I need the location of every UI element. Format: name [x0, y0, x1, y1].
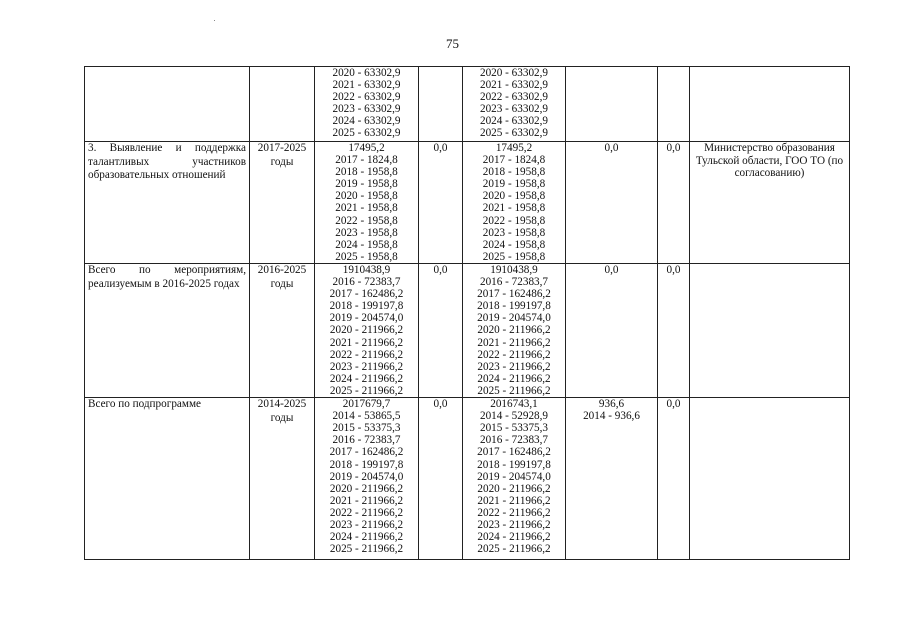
executor-text: Министерство образования Тульской области, ГОО ТО (по согласованию) — [695, 142, 844, 179]
federal-budget-cell — [419, 67, 463, 142]
amount-line: 2025 - 211966,2 — [329, 384, 404, 397]
amount-line: 2019 - 1958,8 — [335, 178, 398, 191]
amount-line: 2021 - 1958,8 — [335, 202, 398, 215]
amount-line: 2023 - 1958,8 — [335, 226, 398, 239]
amount-line: 2019 - 1958,8 — [482, 178, 546, 191]
local-budget-text: 0,0 — [604, 142, 619, 154]
amount-line: 2021 - 211966,2 — [477, 494, 551, 507]
amount-line: 2022 - 211966,2 — [477, 348, 551, 361]
amount-line: 2021 - 211966,2 — [329, 336, 404, 349]
extrabudget-cell — [658, 398, 690, 560]
activity-name-cell — [85, 142, 250, 264]
extrabudget-cell — [658, 142, 690, 264]
amount-line: 2016 - 72383,7 — [479, 276, 549, 289]
amount-line: 2016 - 72383,7 — [332, 434, 401, 447]
amount-line: 2023 - 211966,2 — [329, 360, 404, 373]
amount-line: 2016 - 72383,7 — [479, 434, 549, 447]
amount-line: 2023 - 1958,8 — [482, 226, 546, 239]
amount-line: 2017 - 1824,8 — [482, 154, 546, 167]
amount-line: 2025 - 63302,9 — [332, 127, 401, 140]
extrabudget-cell — [658, 264, 690, 398]
amount-line: 2021 - 1958,8 — [482, 202, 546, 215]
activity-name-text: Всего по подпрограмме — [88, 398, 202, 411]
amount-line: 2022 - 63302,9 — [332, 91, 401, 104]
period-cell — [250, 142, 315, 264]
amount-line: 2025 - 63302,9 — [479, 127, 549, 140]
amount-line: 2018 - 199197,8 — [477, 300, 551, 313]
amount-line: 2024 - 211966,2 — [477, 372, 551, 385]
amount-line: 2024 - 211966,2 — [329, 531, 404, 544]
activity-name-text: 3. Выявление и поддержка талантливых участников образовательных отношений — [88, 142, 246, 181]
amount-line: 2020 - 63302,9 — [332, 67, 401, 79]
amount-line: 2018 - 199197,8 — [329, 458, 404, 471]
amount-line: 2020 - 211966,2 — [477, 324, 551, 337]
amount-line: 2024 - 211966,2 — [477, 531, 551, 544]
amount-line: 2019 - 204574,0 — [477, 312, 551, 325]
amount-line: 2018 - 199197,8 — [477, 458, 551, 471]
amount-line: 1910438,9 — [490, 264, 538, 276]
amount-line: 2025 - 1958,8 — [482, 250, 546, 263]
amount-line: 2017 - 162486,2 — [329, 288, 404, 301]
activity-name-cell — [85, 67, 250, 142]
local-budget-text: 0,0 — [604, 264, 619, 276]
local-budget-cell — [566, 67, 658, 142]
amount-line: 2014 - 52928,9 — [479, 410, 549, 423]
federal-budget-text: 0,0 — [433, 264, 448, 276]
amount-line: 2023 - 211966,2 — [329, 518, 404, 531]
amount-line: 2023 - 63302,9 — [332, 103, 401, 116]
local-budget-cell — [566, 264, 658, 398]
extrabudget-text: 0,0 — [666, 142, 681, 154]
amount-line: 936,6 — [598, 398, 625, 411]
amount-line: 2022 - 1958,8 — [335, 214, 398, 227]
regional-budget-cell — [463, 142, 566, 264]
federal-budget-text: 0,0 — [433, 398, 448, 411]
amount-line: 2016 - 72383,7 — [332, 276, 401, 289]
amount-line: 2020 - 211966,2 — [329, 324, 404, 337]
page-number: 75 — [446, 36, 459, 51]
amount-line: 2020 - 1958,8 — [335, 190, 398, 203]
amount-line: 2023 - 211966,2 — [477, 518, 551, 531]
amount-line: 1910438,9 — [342, 264, 391, 276]
amount-line: 2025 - 211966,2 — [329, 543, 404, 556]
period-text: 2014-2025 годы — [257, 398, 307, 424]
local-budget-cell — [566, 398, 658, 560]
amount-line: 2021 - 63302,9 — [479, 79, 549, 92]
amount-line: 2021 - 63302,9 — [332, 79, 401, 92]
amount-line: 2024 - 1958,8 — [482, 238, 546, 251]
federal-budget-cell — [419, 142, 463, 264]
amount-line: 2018 - 199197,8 — [329, 300, 404, 313]
amount-line: 2018 - 1958,8 — [335, 166, 398, 179]
amount-line: 2017679,7 — [342, 398, 391, 411]
extrabudget-text: 0,0 — [666, 264, 681, 276]
amount-line: 2024 - 211966,2 — [329, 372, 404, 385]
amount-line: 2022 - 211966,2 — [329, 506, 404, 519]
amount-line: 2022 - 211966,2 — [477, 506, 551, 519]
extrabudget-text: 0,0 — [666, 398, 681, 411]
amount-line: 2017 - 162486,2 — [477, 288, 551, 301]
activity-name-text: Всего по мероприятиям, реализуемым в 2016-2025 годах — [88, 264, 246, 290]
table-row — [85, 264, 850, 398]
amount-line: 2015 - 53375,3 — [332, 422, 401, 435]
amount-line: 2020 - 211966,2 — [477, 482, 551, 495]
executor-cell — [690, 67, 850, 142]
amount-line: 2020 - 1958,8 — [482, 190, 546, 203]
amount-line: 2021 - 211966,2 — [329, 494, 404, 507]
amount-line: 2015 - 53375,3 — [479, 422, 549, 435]
executor-cell — [690, 142, 850, 264]
amount-line: 2022 - 1958,8 — [482, 214, 546, 227]
amount-line: 2025 - 211966,2 — [477, 384, 551, 397]
table-row — [85, 67, 850, 142]
regional-budget-cell — [463, 398, 566, 560]
total-funding-cell — [315, 264, 419, 398]
amount-line: 2025 - 211966,2 — [477, 543, 551, 556]
total-funding-cell — [315, 398, 419, 560]
federal-budget-cell — [419, 398, 463, 560]
amount-line: 2022 - 211966,2 — [329, 348, 404, 361]
extrabudget-cell — [658, 67, 690, 142]
amount-line: 2014 - 936,6 — [583, 410, 640, 423]
regional-budget-cell — [463, 264, 566, 398]
amount-line: 2019 - 204574,0 — [329, 312, 404, 325]
amount-line: 2019 - 204574,0 — [477, 470, 551, 483]
regional-budget-cell — [463, 67, 566, 142]
period-cell — [250, 264, 315, 398]
amount-line: 17495,2 — [348, 142, 385, 154]
table-row — [85, 398, 850, 560]
amount-line: 2019 - 204574,0 — [329, 470, 404, 483]
executor-cell — [690, 264, 850, 398]
amount-line: 2023 - 63302,9 — [479, 103, 549, 116]
activity-name-cell — [85, 264, 250, 398]
amount-line: 2016743,1 — [490, 398, 538, 411]
local-budget-cell — [566, 142, 658, 264]
amount-line: 2020 - 211966,2 — [329, 482, 404, 495]
amount-line: 2024 - 1958,8 — [335, 238, 398, 251]
amount-line: 2025 - 1958,8 — [335, 250, 398, 263]
federal-budget-text: 0,0 — [433, 142, 448, 154]
amount-line: 2017 - 162486,2 — [329, 446, 404, 459]
table-row — [85, 142, 850, 264]
amount-line: 2017 - 162486,2 — [477, 446, 551, 459]
amount-line: 17495,2 — [495, 142, 533, 154]
amount-line: 2014 - 53865,5 — [332, 410, 401, 423]
executor-cell — [690, 398, 850, 560]
total-funding-cell — [315, 142, 419, 264]
federal-budget-cell — [419, 264, 463, 398]
period-cell — [250, 67, 315, 142]
amount-line: 2022 - 63302,9 — [479, 91, 549, 104]
amount-line: 2017 - 1824,8 — [335, 154, 398, 167]
period-cell — [250, 398, 315, 560]
activity-name-cell — [85, 398, 250, 560]
period-text: 2017-2025 годы — [257, 142, 307, 168]
amount-line: 2023 - 211966,2 — [477, 360, 551, 373]
amount-line: 2021 - 211966,2 — [477, 336, 551, 349]
amount-line: 2024 - 63302,9 — [479, 115, 549, 128]
amount-line: 2018 - 1958,8 — [482, 166, 546, 179]
amount-line: 2020 - 63302,9 — [479, 67, 549, 79]
period-text: 2016-2025 годы — [257, 264, 307, 290]
amount-line: 2024 - 63302,9 — [332, 115, 401, 128]
scan-speck — [214, 20, 215, 21]
budget-table — [84, 66, 850, 560]
total-funding-cell — [315, 67, 419, 142]
